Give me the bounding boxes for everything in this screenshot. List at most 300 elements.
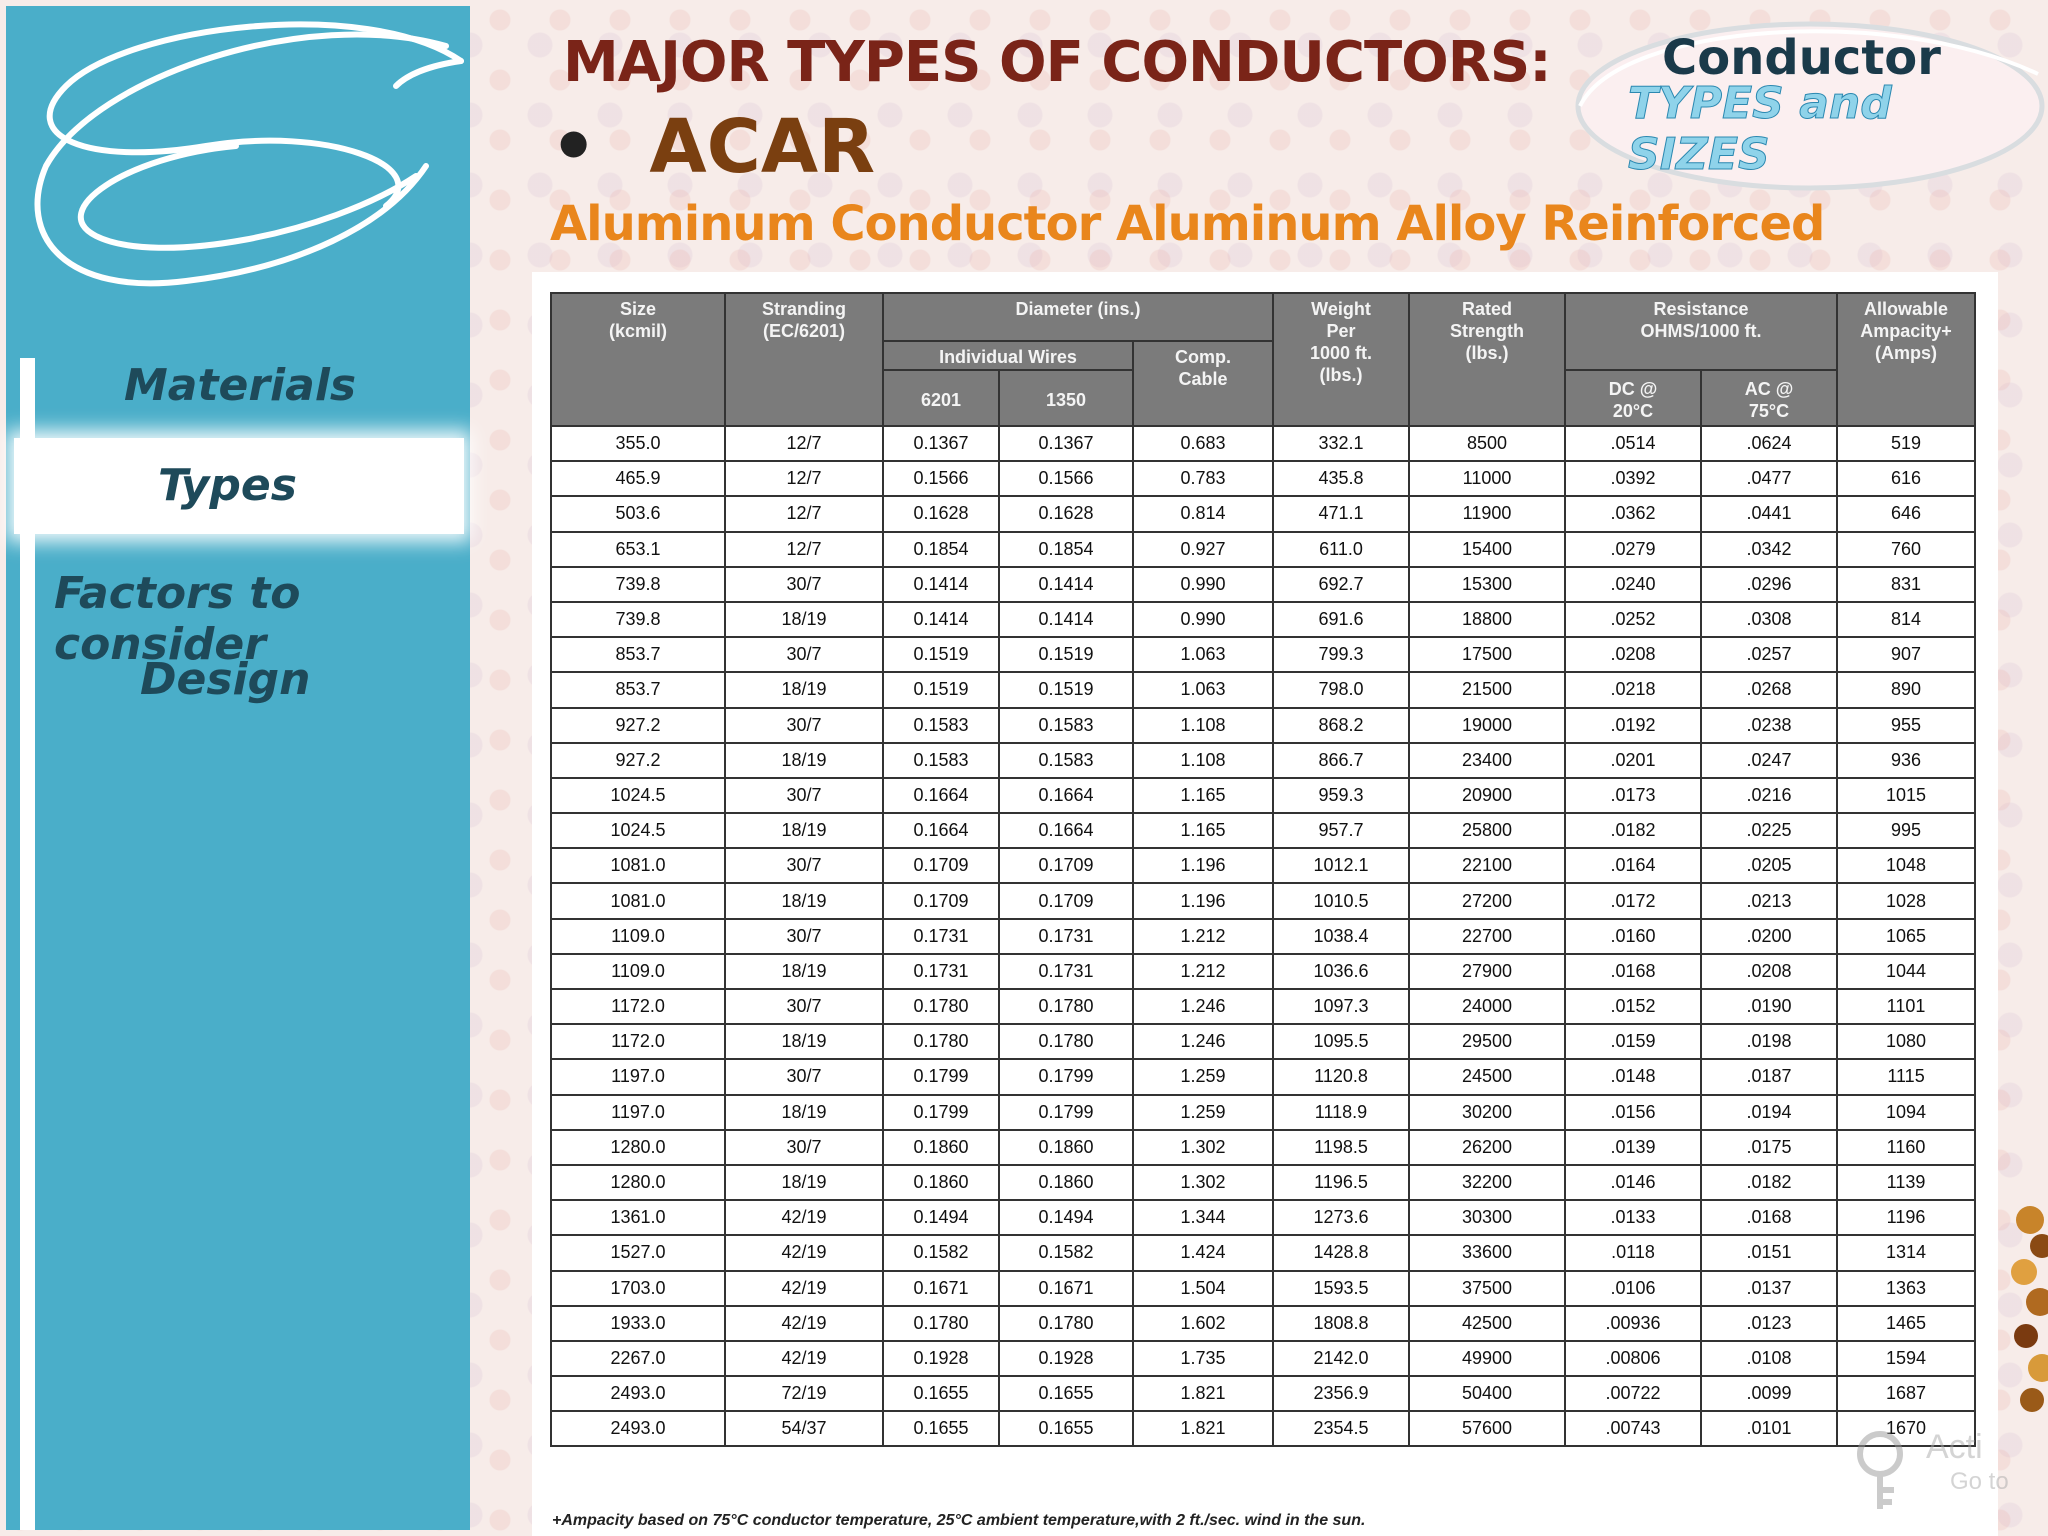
table-cell: 0.1519 xyxy=(999,637,1133,672)
table-cell: 465.9 xyxy=(551,461,725,496)
table-cell: 1593.5 xyxy=(1273,1271,1409,1306)
table-cell: 0.1671 xyxy=(999,1271,1133,1306)
table-cell: 1160 xyxy=(1837,1130,1975,1165)
table-cell: 24000 xyxy=(1409,989,1565,1024)
table-cell: 0.1664 xyxy=(999,778,1133,813)
table-cell: 26200 xyxy=(1409,1130,1565,1165)
table-cell: 57600 xyxy=(1409,1411,1565,1446)
table-cell: 18/19 xyxy=(725,743,883,778)
table-cell: 24500 xyxy=(1409,1059,1565,1094)
table-cell: 15300 xyxy=(1409,567,1565,602)
table-cell: .0139 xyxy=(1565,1130,1701,1165)
table-cell: 1527.0 xyxy=(551,1235,725,1270)
table-cell: 30300 xyxy=(1409,1200,1565,1235)
table-cell: 1048 xyxy=(1837,848,1975,883)
col-header-rated-strength: Rated Strength (lbs.) xyxy=(1409,293,1565,426)
table-cell: 30/7 xyxy=(725,567,883,602)
table-cell: .0225 xyxy=(1701,813,1837,848)
table-cell: .0099 xyxy=(1701,1376,1837,1411)
table-row xyxy=(551,708,1975,743)
table-cell: 1065 xyxy=(1837,919,1975,954)
table-cell: 1080 xyxy=(1837,1024,1975,1059)
table-cell: 435.8 xyxy=(1273,461,1409,496)
table-cell: 42/19 xyxy=(725,1200,883,1235)
table-cell: 1024.5 xyxy=(551,813,725,848)
table-cell: 30/7 xyxy=(725,919,883,954)
table-cell: .0118 xyxy=(1565,1235,1701,1270)
table-cell: 1.735 xyxy=(1133,1341,1273,1376)
table-cell: 21500 xyxy=(1409,672,1565,707)
table-row xyxy=(551,1271,1975,1306)
table-cell: 25800 xyxy=(1409,813,1565,848)
table-cell: .0106 xyxy=(1565,1271,1701,1306)
table-cell: .0133 xyxy=(1565,1200,1701,1235)
table-cell: 0.1655 xyxy=(999,1411,1133,1446)
table-cell: 0.1628 xyxy=(999,496,1133,531)
table-cell: 72/19 xyxy=(725,1376,883,1411)
table-cell: 27200 xyxy=(1409,883,1565,918)
table-cell: 1109.0 xyxy=(551,919,725,954)
watermark-key-icon xyxy=(1840,1424,1930,1514)
table-cell: 11000 xyxy=(1409,461,1565,496)
table-cell: 0.1494 xyxy=(999,1200,1133,1235)
col-header-stranding: Stranding (EC/6201) xyxy=(725,293,883,426)
sidebar-item-materials[interactable]: Materials xyxy=(124,360,357,411)
table-cell: 0.1655 xyxy=(999,1376,1133,1411)
table-cell: .0362 xyxy=(1565,496,1701,531)
table-cell: 11900 xyxy=(1409,496,1565,531)
table-cell: 18800 xyxy=(1409,602,1565,637)
table-cell: .0257 xyxy=(1701,637,1837,672)
table-cell: 1363 xyxy=(1837,1271,1975,1306)
table-cell: 1118.9 xyxy=(1273,1095,1409,1130)
table-row xyxy=(551,1376,1975,1411)
table-cell: 0.783 xyxy=(1133,461,1273,496)
table-cell: 1.063 xyxy=(1133,637,1273,672)
table-cell: 927.2 xyxy=(551,743,725,778)
table-cell: 37500 xyxy=(1409,1271,1565,1306)
table-row xyxy=(551,1341,1975,1376)
table-cell: 1044 xyxy=(1837,954,1975,989)
table-cell: 0.1780 xyxy=(999,1306,1133,1341)
col-header-1350: 1350 xyxy=(999,370,1133,426)
table-row xyxy=(551,637,1975,672)
table-cell: 1808.8 xyxy=(1273,1306,1409,1341)
table-cell: 12/7 xyxy=(725,461,883,496)
table-cell: 611.0 xyxy=(1273,532,1409,567)
table-cell: 29500 xyxy=(1409,1024,1565,1059)
table-cell: .0182 xyxy=(1701,1165,1837,1200)
table-cell: 0.1628 xyxy=(883,496,999,531)
table-cell: 1.424 xyxy=(1133,1235,1273,1270)
table-cell: 0.1367 xyxy=(883,426,999,461)
table-cell: 936 xyxy=(1837,743,1975,778)
table-cell: 1.602 xyxy=(1133,1306,1273,1341)
table-row xyxy=(551,672,1975,707)
table-cell: 18/19 xyxy=(725,602,883,637)
table-cell: 1095.5 xyxy=(1273,1024,1409,1059)
table-cell: .0148 xyxy=(1565,1059,1701,1094)
table-cell: 1.504 xyxy=(1133,1271,1273,1306)
table-cell: 1361.0 xyxy=(551,1200,725,1235)
table-cell: .0172 xyxy=(1565,883,1701,918)
table-cell: 1101 xyxy=(1837,989,1975,1024)
table-cell: 15400 xyxy=(1409,532,1565,567)
table-cell: .0624 xyxy=(1701,426,1837,461)
table-row xyxy=(551,778,1975,813)
col-header-weight: Weight Per 1000 ft. (lbs.) xyxy=(1273,293,1409,426)
activation-watermark xyxy=(1840,1424,2040,1514)
table-cell: .0175 xyxy=(1701,1130,1837,1165)
table-row xyxy=(551,989,1975,1024)
sidebar-item-types[interactable]: Types xyxy=(14,438,464,534)
table-row xyxy=(551,1235,1975,1270)
table-cell: 30/7 xyxy=(725,848,883,883)
table-cell: .0160 xyxy=(1565,919,1701,954)
table-cell: 890 xyxy=(1837,672,1975,707)
sidebar-item-factors[interactable]: Factors to consider xyxy=(54,568,301,670)
table-cell: 1273.6 xyxy=(1273,1200,1409,1235)
table-cell: 0.1854 xyxy=(883,532,999,567)
subtitle: Aluminum Conductor Aluminum Alloy Reinforced xyxy=(550,196,1825,252)
table-row xyxy=(551,426,1975,461)
table-cell: .0279 xyxy=(1565,532,1701,567)
table-cell: 0.1799 xyxy=(883,1095,999,1130)
table-cell: 2354.5 xyxy=(1273,1411,1409,1446)
table-cell: 653.1 xyxy=(551,532,725,567)
table-row xyxy=(551,1306,1975,1341)
table-cell: .0252 xyxy=(1565,602,1701,637)
table-cell: 0.990 xyxy=(1133,602,1273,637)
table-cell: 1010.5 xyxy=(1273,883,1409,918)
table-cell: .0268 xyxy=(1701,672,1837,707)
table-cell: 0.1583 xyxy=(883,743,999,778)
table-cell: 54/37 xyxy=(725,1411,883,1446)
table-cell: .0247 xyxy=(1701,743,1837,778)
table-cell: 0.1860 xyxy=(999,1165,1133,1200)
table-cell: 30/7 xyxy=(725,637,883,672)
table-cell: 798.0 xyxy=(1273,672,1409,707)
bullet-item xyxy=(550,104,875,190)
table-cell: .0441 xyxy=(1701,496,1837,531)
table-cell: .0208 xyxy=(1565,637,1701,672)
table-cell: 503.6 xyxy=(551,496,725,531)
table-cell: 927.2 xyxy=(551,708,725,743)
table-cell: 868.2 xyxy=(1273,708,1409,743)
table-cell: 831 xyxy=(1837,567,1975,602)
table-cell: 0.1780 xyxy=(999,1024,1133,1059)
col-header-ac: AC @ 75°C xyxy=(1701,370,1837,426)
table-row xyxy=(551,813,1975,848)
table-cell: 1.259 xyxy=(1133,1095,1273,1130)
table-row xyxy=(551,602,1975,637)
table-cell: 30/7 xyxy=(725,989,883,1024)
table-body xyxy=(551,426,1975,1446)
table-cell: 42/19 xyxy=(725,1235,883,1270)
table-cell: .0182 xyxy=(1565,813,1701,848)
table-cell: 1.344 xyxy=(1133,1200,1273,1235)
table-cell: .0168 xyxy=(1565,954,1701,989)
table-cell: 0.1928 xyxy=(883,1341,999,1376)
table-cell: 0.1780 xyxy=(883,1024,999,1059)
table-cell: .0152 xyxy=(1565,989,1701,1024)
table-cell: 1198.5 xyxy=(1273,1130,1409,1165)
table-cell: 1428.8 xyxy=(1273,1235,1409,1270)
table-cell: 0.1664 xyxy=(999,813,1133,848)
table-cell: 0.1414 xyxy=(883,567,999,602)
table-cell: 471.1 xyxy=(1273,496,1409,531)
table-cell: .0200 xyxy=(1701,919,1837,954)
badge-title: Conductor xyxy=(1662,30,1941,86)
table-cell: 0.1731 xyxy=(883,954,999,989)
col-header-size: Size (kcmil) xyxy=(551,293,725,426)
table-cell: 1015 xyxy=(1837,778,1975,813)
table-cell: .0477 xyxy=(1701,461,1837,496)
table-row xyxy=(551,1059,1975,1094)
table-cell: .0173 xyxy=(1565,778,1701,813)
table-cell: .0213 xyxy=(1701,883,1837,918)
table-cell: 1.246 xyxy=(1133,989,1273,1024)
table-cell: 30200 xyxy=(1409,1095,1565,1130)
table-row xyxy=(551,532,1975,567)
table-cell: 1.165 xyxy=(1133,778,1273,813)
table-cell: 0.1664 xyxy=(883,778,999,813)
table-cell: 1.063 xyxy=(1133,672,1273,707)
table-cell: 0.1367 xyxy=(999,426,1133,461)
table-cell: 646 xyxy=(1837,496,1975,531)
table-cell: 1139 xyxy=(1837,1165,1975,1200)
table-cell: 0.1414 xyxy=(999,602,1133,637)
table-cell: 18/19 xyxy=(725,954,883,989)
table-cell: 853.7 xyxy=(551,672,725,707)
sidebar xyxy=(6,6,470,1530)
table-cell: 0.1566 xyxy=(883,461,999,496)
table-cell: 0.1799 xyxy=(999,1095,1133,1130)
table-cell: 50400 xyxy=(1409,1376,1565,1411)
table-cell: 0.1414 xyxy=(883,602,999,637)
table-cell: .0218 xyxy=(1565,672,1701,707)
table-cell: 0.1731 xyxy=(999,919,1133,954)
table-cell: .0159 xyxy=(1565,1024,1701,1059)
table-cell: 1115 xyxy=(1837,1059,1975,1094)
table-cell: 0.1671 xyxy=(883,1271,999,1306)
table-cell: 0.1709 xyxy=(883,883,999,918)
table-cell: 17500 xyxy=(1409,637,1565,672)
table-cell: 30/7 xyxy=(725,778,883,813)
table-row xyxy=(551,743,1975,778)
table-cell: 1196 xyxy=(1837,1200,1975,1235)
table-cell: 23400 xyxy=(1409,743,1565,778)
col-header-resistance: Resistance OHMS/1000 ft. xyxy=(1565,293,1837,370)
table-cell: 12/7 xyxy=(725,532,883,567)
table-cell: 42/19 xyxy=(725,1306,883,1341)
table-cell: 760 xyxy=(1837,532,1975,567)
table-cell: 2267.0 xyxy=(551,1341,725,1376)
table-cell: 18/19 xyxy=(725,1024,883,1059)
table-cell: 20900 xyxy=(1409,778,1565,813)
table-cell: 1.302 xyxy=(1133,1130,1273,1165)
table-cell: 692.7 xyxy=(1273,567,1409,602)
table-cell: 1.821 xyxy=(1133,1411,1273,1446)
table-cell: 0.927 xyxy=(1133,532,1273,567)
table-cell: 1097.3 xyxy=(1273,989,1409,1024)
table-cell: .0198 xyxy=(1701,1024,1837,1059)
table-cell: .0123 xyxy=(1701,1306,1837,1341)
table-row xyxy=(551,496,1975,531)
table-cell: .0194 xyxy=(1701,1095,1837,1130)
table-cell: 1172.0 xyxy=(551,1024,725,1059)
table-cell: 1280.0 xyxy=(551,1165,725,1200)
table-cell: .0308 xyxy=(1701,602,1837,637)
table-cell: 1120.8 xyxy=(1273,1059,1409,1094)
table-cell: 42/19 xyxy=(725,1271,883,1306)
table-cell: 19000 xyxy=(1409,708,1565,743)
table-cell: .0201 xyxy=(1565,743,1701,778)
table-cell: .0192 xyxy=(1565,708,1701,743)
watermark-line2: Go to xyxy=(1950,1468,2009,1495)
table-cell: .00936 xyxy=(1565,1306,1701,1341)
table-row xyxy=(551,1200,1975,1235)
table-cell: .0205 xyxy=(1701,848,1837,883)
table-cell: .0156 xyxy=(1565,1095,1701,1130)
table-cell: 1109.0 xyxy=(551,954,725,989)
table-cell: 739.8 xyxy=(551,567,725,602)
table-cell: 30/7 xyxy=(725,1059,883,1094)
table-cell: 0.1655 xyxy=(883,1411,999,1446)
footnote: +Ampacity based on 75°C conductor temperature, 25°C ambient temperature,with 2 ft./sec. wind in the sun. xyxy=(552,1512,1366,1529)
table-cell: 0.1664 xyxy=(883,813,999,848)
table-cell: 739.8 xyxy=(551,602,725,637)
col-header-diameter: Diameter (ins.) xyxy=(883,293,1273,341)
table-cell: 0.1854 xyxy=(999,532,1133,567)
table-cell: .0240 xyxy=(1565,567,1701,602)
table-cell: 0.1583 xyxy=(883,708,999,743)
table-cell: 1687 xyxy=(1837,1376,1975,1411)
table-cell: 1197.0 xyxy=(551,1059,725,1094)
table-cell: 0.1860 xyxy=(883,1165,999,1200)
table-cell: 0.1519 xyxy=(883,672,999,707)
table-cell: 995 xyxy=(1837,813,1975,848)
watermark-line1: Acti xyxy=(1926,1428,1983,1466)
table-cell: 0.1709 xyxy=(999,883,1133,918)
table-cell: 1.246 xyxy=(1133,1024,1273,1059)
table-cell: 1.165 xyxy=(1133,813,1273,848)
table-cell: 1081.0 xyxy=(551,848,725,883)
table-cell: 32200 xyxy=(1409,1165,1565,1200)
table-cell: 1.196 xyxy=(1133,883,1273,918)
table-cell: 0.1655 xyxy=(883,1376,999,1411)
table-row xyxy=(551,883,1975,918)
table-cell: 0.1780 xyxy=(883,1306,999,1341)
table-cell: 18/19 xyxy=(725,1165,883,1200)
table-cell: 1.259 xyxy=(1133,1059,1273,1094)
table-cell: 0.1799 xyxy=(999,1059,1133,1094)
table-row xyxy=(551,1165,1975,1200)
table-cell: 955 xyxy=(1837,708,1975,743)
table-cell: .00806 xyxy=(1565,1341,1701,1376)
conductor-table xyxy=(550,292,1976,1447)
table-cell: 0.1582 xyxy=(883,1235,999,1270)
table-cell: 0.1414 xyxy=(999,567,1133,602)
col-header-6201: 6201 xyxy=(883,370,999,426)
table-cell: 1.302 xyxy=(1133,1165,1273,1200)
table-cell: 30/7 xyxy=(725,708,883,743)
table-cell: 0.1731 xyxy=(999,954,1133,989)
table-cell: .0208 xyxy=(1701,954,1837,989)
table-cell: 42500 xyxy=(1409,1306,1565,1341)
table-cell: 0.1582 xyxy=(999,1235,1133,1270)
col-header-comp-cable: Comp. Cable xyxy=(1133,341,1273,426)
table-cell: 22100 xyxy=(1409,848,1565,883)
table-cell: 27900 xyxy=(1409,954,1565,989)
table-cell: 866.7 xyxy=(1273,743,1409,778)
table-cell: 18/19 xyxy=(725,1095,883,1130)
table-cell: 0.1780 xyxy=(883,989,999,1024)
table-cell: 691.6 xyxy=(1273,602,1409,637)
table-cell: 1197.0 xyxy=(551,1095,725,1130)
table-cell: 0.1583 xyxy=(999,743,1133,778)
table-row xyxy=(551,954,1975,989)
table-row xyxy=(551,461,1975,496)
table-cell: 1280.0 xyxy=(551,1130,725,1165)
table-cell: 0.1709 xyxy=(883,848,999,883)
table-cell: 0.1780 xyxy=(999,989,1133,1024)
table-cell: 1703.0 xyxy=(551,1271,725,1306)
table-row xyxy=(551,1095,1975,1130)
table-cell: .0164 xyxy=(1565,848,1701,883)
table-cell: .0187 xyxy=(1701,1059,1837,1094)
table-cell: 2356.9 xyxy=(1273,1376,1409,1411)
table-cell: 0.1928 xyxy=(999,1341,1133,1376)
table-cell: 1172.0 xyxy=(551,989,725,1024)
table-cell: 332.1 xyxy=(1273,426,1409,461)
table-cell: 1.108 xyxy=(1133,743,1273,778)
col-header-ampacity: Allowable Ampacity+ (Amps) xyxy=(1837,293,1975,426)
table-cell: 814 xyxy=(1837,602,1975,637)
table-cell: .0146 xyxy=(1565,1165,1701,1200)
table-cell: 0.1566 xyxy=(999,461,1133,496)
table-cell: 8500 xyxy=(1409,426,1565,461)
page-title: MAJOR TYPES OF CONDUCTORS: xyxy=(563,30,1551,95)
table-cell: 1012.1 xyxy=(1273,848,1409,883)
table-cell: .0514 xyxy=(1565,426,1701,461)
table-cell: 1.108 xyxy=(1133,708,1273,743)
decorative-pattern-icon xyxy=(1996,1190,2048,1420)
table-cell: 2493.0 xyxy=(551,1411,725,1446)
col-header-dc: DC @ 20°C xyxy=(1565,370,1701,426)
table-cell: 22700 xyxy=(1409,919,1565,954)
table-cell: .0216 xyxy=(1701,778,1837,813)
table-cell: 0.1709 xyxy=(999,848,1133,883)
table-cell: 1024.5 xyxy=(551,778,725,813)
table-cell: 1036.6 xyxy=(1273,954,1409,989)
table-cell: 1081.0 xyxy=(551,883,725,918)
table-cell: 2493.0 xyxy=(551,1376,725,1411)
table-cell: 1.212 xyxy=(1133,954,1273,989)
table-cell: 1094 xyxy=(1837,1095,1975,1130)
table-cell: .0108 xyxy=(1701,1341,1837,1376)
table-cell: 1196.5 xyxy=(1273,1165,1409,1200)
table-cell: 1314 xyxy=(1837,1235,1975,1270)
table-cell: .00722 xyxy=(1565,1376,1701,1411)
table-cell: 1594 xyxy=(1837,1341,1975,1376)
table-cell: 0.1860 xyxy=(999,1130,1133,1165)
table-row xyxy=(551,1130,1975,1165)
col-header-individual-wires: Individual Wires xyxy=(883,341,1133,370)
table-cell: 42/19 xyxy=(725,1341,883,1376)
sidebar-item-design[interactable]: Design xyxy=(140,654,311,705)
table-cell: 519 xyxy=(1837,426,1975,461)
